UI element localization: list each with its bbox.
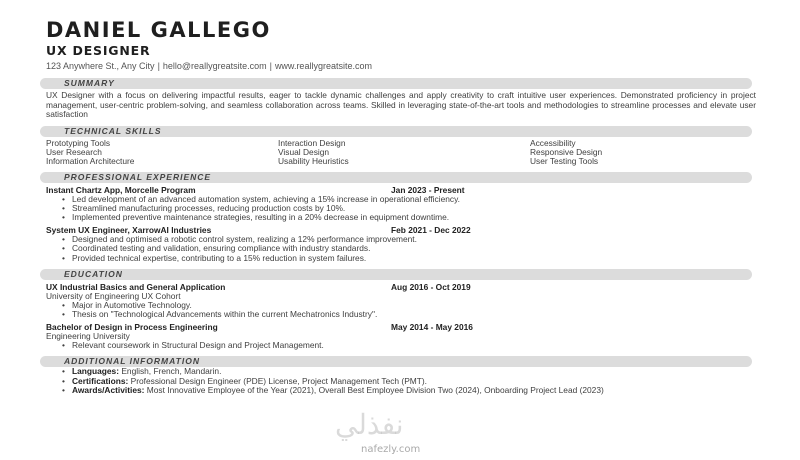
additional-text: Most Innovative Employee of the Year (2021), Overall Best Employee Division Two (2024), Onboarding Project Lead (2023) (146, 384, 604, 395)
job-bullets (62, 195, 756, 223)
additional-label: Awards/Activities: (72, 384, 145, 395)
bullet-item: • Major in Automotive Technology. (62, 301, 756, 310)
contact-address: 123 Anywhere St., Any City (46, 61, 155, 71)
bullet-item: • Coordinated testing and validation, ensuring compliance with industry standards. (62, 244, 756, 253)
bullet-item: • Designed and optimised a robotic control system, realizing a 12% performance improvement. (62, 235, 756, 244)
bullet-item: • Implemented preventive maintenance strategies, resulting in a 20% decrease in equipment downtime. (62, 213, 756, 222)
additional-label: Languages: (72, 366, 119, 377)
bullet-item: • Provided technical expertise, contributing to a 15% reduction in system failures. (62, 254, 756, 263)
additional-text: English, French, Mandarin. (121, 366, 222, 377)
contact-line (46, 60, 756, 72)
job-dates: Jan 2023 - Present (391, 184, 465, 195)
watermark-logo: نفذلي (335, 408, 404, 441)
job-title: System UX Engineer, XarrowAI Industries (46, 224, 212, 235)
contact-website[interactable]: www.reallygreatsite.com (274, 61, 372, 71)
summary-heading: SUMMARY (40, 78, 752, 89)
skill-item: Usability Heuristics (278, 155, 349, 166)
contact-separator: | (269, 61, 272, 71)
additional-text: Professional Design Engineer (PDE) License, Project Management Tech (PMT). (130, 375, 427, 386)
contact-email[interactable]: hello@reallygreatsite.com (162, 61, 267, 71)
bullet-item: • Thesis on "Technological Advancements within the current Mechatronics Industry". (62, 310, 756, 319)
education-dates: Aug 2016 - Oct 2019 (391, 281, 471, 292)
watermark-text: nafezly.com (361, 444, 421, 455)
additional-list (62, 367, 756, 395)
education-institution: Engineering University (46, 331, 130, 342)
education-bullets (62, 341, 756, 350)
skill-item: User Research (46, 146, 102, 157)
experience-heading: PROFESSIONAL EXPERIENCE (40, 172, 752, 183)
watermark (305, 408, 455, 458)
education-dates: May 2014 - May 2016 (391, 321, 473, 332)
job-title: Instant Chartz App, Morcelle Program (46, 184, 196, 195)
candidate-role: UX DESIGNER (46, 43, 151, 58)
additional-label: Certifications: (72, 375, 129, 386)
bullet-item: • Relevant coursework in Structural Design and Project Management. (62, 341, 756, 350)
education-heading: EDUCATION (40, 269, 752, 280)
education-header (46, 323, 756, 333)
education-institution: University of Engineering UX Cohort (46, 291, 181, 302)
skills-heading: TECHNICAL SKILLS (40, 126, 752, 137)
skill-item: Information Architecture (46, 155, 135, 166)
education-bullets (62, 301, 756, 319)
skill-item: Prototyping Tools (46, 137, 111, 148)
education-title: Bachelor of Design in Process Engineering (46, 321, 218, 332)
skill-item: User Testing Tools (530, 155, 599, 166)
job-dates: Feb 2021 - Dec 2022 (391, 224, 471, 235)
candidate-name: DANIEL GALLEGO (46, 18, 271, 42)
skill-item: Visual Design (278, 146, 330, 157)
skill-item: Responsive Design (530, 146, 603, 157)
job-bullets (62, 235, 756, 263)
summary-text: UX Designer with a focus on delivering impactful results, eager to tackle dynamic challenges and apply creativity to craft intuitive user experiences. Demonstrated proficiency in project management, user-centric problem-solving, and seamless collaboration across teams. Skilled in leveraging state-of-the-art tools and methodologies to streamline processes and elevate user satisfaction (46, 90, 756, 119)
bullet-item: • Streamlined manufacturing processes, reducing production costs by 10%. (62, 204, 756, 213)
education-title: UX Industrial Basics and General Application (46, 281, 226, 292)
skill-item: Accessibility (530, 137, 576, 148)
bullet-item: • Led development of an advanced automation system, achieving a 15% increase in operational efficiency. (62, 195, 756, 204)
skills-grid (46, 139, 756, 166)
contact-separator: | (157, 61, 160, 71)
skill-item: Interaction Design (278, 137, 346, 148)
resume-page (46, 18, 756, 395)
additional-heading: ADDITIONAL INFORMATION (40, 356, 752, 367)
additional-item (62, 386, 756, 395)
